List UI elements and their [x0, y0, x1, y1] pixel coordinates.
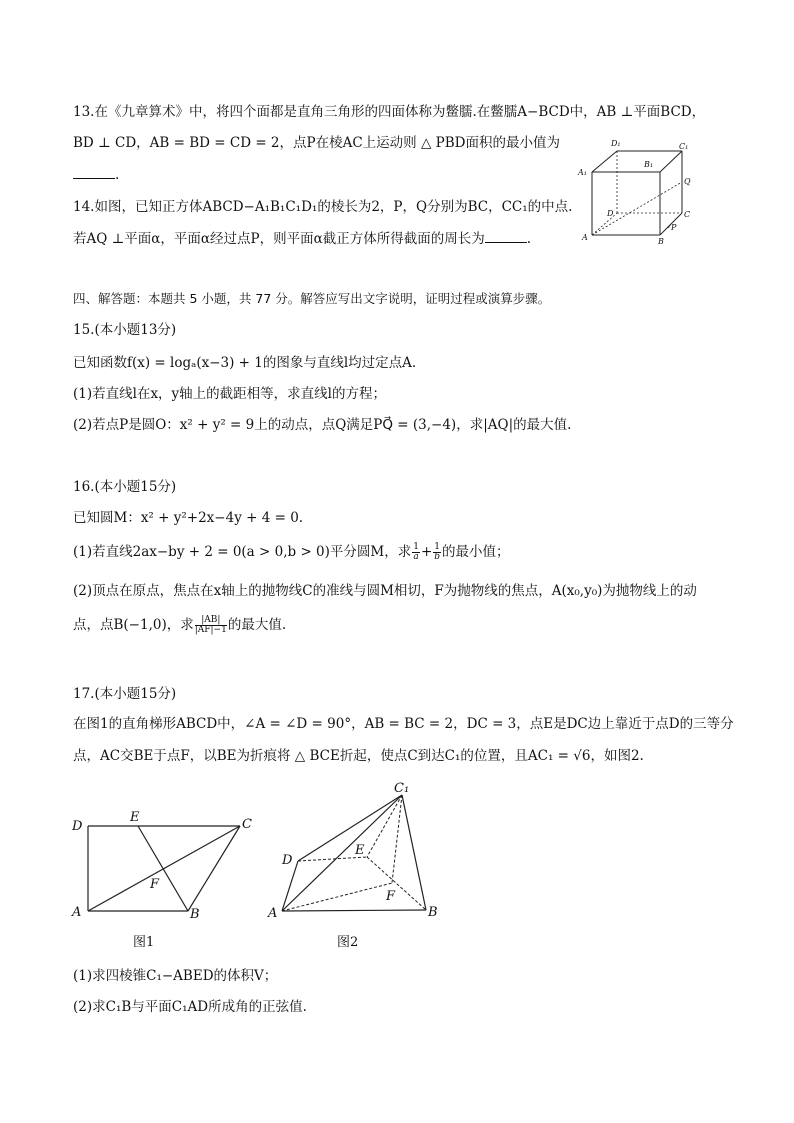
q14-line2-text: 若AQ ⊥平面α，平面α经过点P，则平面α截正方体所得截面的周长为	[73, 231, 485, 247]
fig2-label-C1: C₁	[394, 781, 410, 796]
q14-line2	[73, 229, 531, 249]
label-Q: Q	[684, 177, 691, 186]
q16-part2-line2: 点，点B(−1,0)，求 $\frac{|AB|}{|AF|-1}$ 的最大值.	[73, 615, 287, 635]
fig2-label-F: F	[386, 889, 396, 904]
q14-period: .	[526, 231, 532, 247]
label-B1: B₁	[644, 160, 654, 169]
q13-line1: 13.在《九章算术》中，将四个面都是直角三角形的四面体称为鳖臑.在鳖臑A−BCD中，AB ⊥平面BCD，	[73, 104, 706, 120]
cube-figure	[574, 136, 694, 246]
fig2-label-B: B	[428, 905, 438, 920]
label-A1: A₁	[578, 168, 587, 177]
label-B: B	[658, 237, 664, 246]
q13-period: .	[115, 167, 120, 183]
q17-part2: (2)求C₁B与平面C₁AD所成角的正弦值.	[73, 999, 307, 1015]
q16-head: 16.(本小题15分)	[73, 479, 177, 495]
q14-line1: 14.如图，已知正方体ABCD−A₁B₁C₁D₁的棱长为2，P，Q分别为BC，CC₁的中点.	[73, 199, 573, 215]
q17-part1: (1)求四棱锥C₁−ABED的体积V；	[73, 968, 278, 984]
fraction-ab-over-af: $\frac{|AB|}{|AF|-1}$	[194, 615, 227, 635]
q15-part2: (2)若点P是圆O：x² + y² = 9上的动点，点Q满足PQ⃗ = (3,−4)，求|AQ|的最大值.	[73, 417, 572, 433]
q17-line2: 点，AC交BE于点F，以BE为折痕将 △ BCE折起，使点C到达C₁的位置，且AC₁ = √6，如图2.	[73, 748, 644, 764]
label-C1: C₁	[679, 142, 689, 151]
q15-stem: 已知函数f(x) = logₐ(x−3) + 1的图象与直线l均过定点A.	[73, 355, 417, 371]
figure-2-caption: 图2	[337, 935, 359, 950]
label-C: C	[684, 210, 691, 219]
label-D1: D₁	[611, 139, 621, 148]
q16-part1-text: (1)若直线2ax−by + 2 = 0(a > 0,b > 0)平分圆M，求	[73, 544, 412, 560]
fig1-label-A: A	[72, 905, 82, 920]
fig1-label-B: B	[190, 907, 200, 922]
fig2-label-D: D	[282, 853, 293, 868]
fig1-label-F: F	[150, 877, 160, 892]
fig1-label-E: E	[130, 810, 140, 825]
figure-1-trapezoid	[68, 808, 258, 923]
q16-part2-line1: (2)顶点在原点，焦点在x轴上的抛物线C的准线与圆M相切，F为抛物线的焦点，A(x₀,y₀)为抛物线上的动	[73, 583, 697, 599]
section-heading: 四、解答题：本题共 5 小题，共 77 分。解答应写出文字说明，证明过程或演算步骤。	[73, 291, 551, 306]
fraction-1-over-b: $\frac{1}{b}$	[434, 542, 441, 562]
figure-1-caption: 图1	[133, 935, 155, 950]
fig2-label-A: A	[268, 906, 278, 921]
q15-head: 15.(本小题13分)	[73, 322, 177, 338]
fig2-label-E: E	[355, 843, 365, 858]
fig1-label-D: D	[72, 819, 83, 834]
fig1-label-C: C	[242, 817, 252, 832]
label-D: D	[607, 209, 614, 218]
label-A: A	[582, 233, 588, 242]
q17-line1: 在图1的直角梯形ABCD中，∠A = ∠D = 90°，AB = BC = 2，DC = 3，点E是DC边上靠近于点D的三等分	[73, 716, 734, 732]
q13-line2: BD ⊥ CD，AB = BD = CD = 2，点P在棱AC上运动则 △ PBD面积的最小值为	[73, 135, 560, 151]
answer-blank	[485, 230, 527, 243]
fraction-1-over-a: $\frac{1}{a}$	[413, 542, 419, 562]
q13-answer-line	[73, 165, 119, 185]
answer-blank	[73, 166, 115, 179]
q17-head: 17.(本小题15分)	[73, 686, 177, 702]
q16-part1: (1)若直线2ax−by + 2 = 0(a > 0,b > 0)平分圆M，求 $\frac{1}{a}$ + $\frac{1}{b}$ 的最小值；	[73, 542, 510, 562]
label-P: P	[671, 223, 677, 232]
q15-part1: (1)若直线l在x，y轴上的截距相等，求直线l的方程；	[73, 386, 386, 402]
q16-stem: 已知圆M：x² + y²+2x−4y + 4 = 0.	[73, 510, 304, 526]
figure-2-folded	[264, 780, 444, 925]
